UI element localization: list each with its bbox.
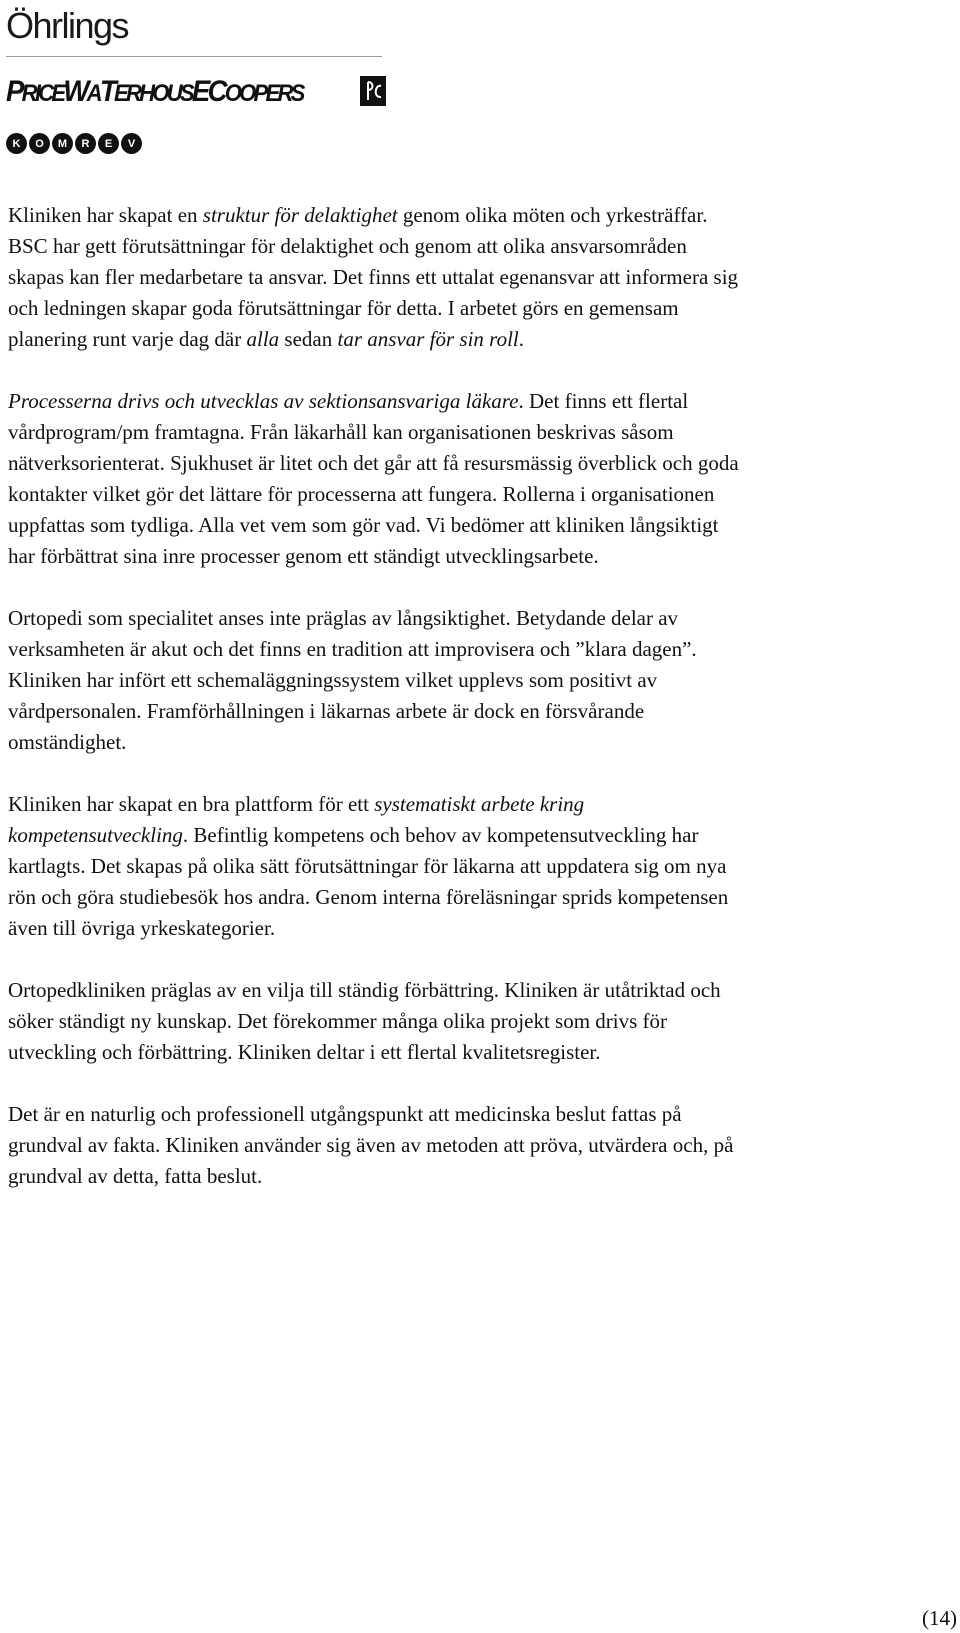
document-body	[8, 200, 908, 1223]
italic-text: tar ansvar för sin roll	[337, 327, 519, 351]
page-number: (14)	[922, 1606, 957, 1630]
pwc-emblem-icon	[360, 76, 386, 106]
paragraph	[8, 975, 908, 1068]
komrev-letter: K	[6, 133, 27, 154]
text-line	[8, 699, 644, 723]
text-line	[8, 513, 719, 537]
komrev-letter: V	[121, 133, 142, 154]
komrev-letter: E	[98, 133, 119, 154]
text-run: Det är en naturlig och professionell utgångspunkt att medicinska beslut fattas på	[8, 1102, 682, 1126]
text-run: Kliniken har infört ett schemaläggningssystem vilket upplevs som positivt av	[8, 668, 658, 692]
komrev-logo	[6, 133, 142, 154]
text-run: kontakter vilket gör det lättare för processerna att fungera. Rollerna i organisationen	[8, 482, 715, 506]
text-run: Ortopedkliniken präglas av en vilja till ständig förbättring. Kliniken är utåtriktad och	[8, 978, 721, 1002]
text-line	[8, 1009, 667, 1033]
text-line	[8, 482, 714, 506]
text-run: kartlagts. Det skapas på olika sätt förutsättningar för läkarna att uppdatera sig om nya	[8, 854, 727, 878]
komrev-letter: O	[29, 133, 50, 154]
text-line	[8, 1040, 600, 1064]
paragraph	[8, 1099, 908, 1192]
text-line	[8, 1164, 262, 1188]
paragraph	[8, 200, 908, 355]
text-line	[8, 854, 726, 878]
text-run: Ortopedi som specialitet anses inte präglas av långsiktighet. Betydande delar av	[8, 606, 679, 630]
text-run: utveckling och förbättring. Kliniken deltar i ett flertal kvalitetsregister.	[8, 1040, 601, 1064]
text-line	[8, 389, 688, 413]
text-line	[8, 978, 721, 1002]
text-line	[8, 823, 698, 847]
text-run: . Befintlig kompetens och behov av kompetensutveckling har	[182, 823, 699, 847]
text-run: grundval av detta, fatta beslut.	[8, 1164, 263, 1188]
italic-text: kompetensutveckling	[8, 823, 183, 847]
text-line	[8, 203, 707, 227]
text-line	[8, 544, 599, 568]
paragraph	[8, 603, 908, 758]
text-run: .	[518, 327, 524, 351]
text-line	[8, 265, 738, 289]
text-run: har förbättrat sina inre processer genom ett ständigt utvecklingsarbete.	[8, 544, 599, 568]
text-run: och ledningen skapar goda förutsättningar för detta. I arbetet görs en gemensam	[8, 296, 679, 320]
paragraph	[8, 789, 908, 944]
text-run: Kliniken har skapat en bra plattform för ett	[8, 792, 375, 816]
text-run: söker ständigt ny kunskap. Det förekommer många olika projekt som drivs för	[8, 1009, 668, 1033]
text-run: nätverksorienterat. Sjukhuset är litet och det går att få resursmässig överblick och goda	[8, 451, 739, 475]
text-line	[8, 668, 657, 692]
header-divider	[6, 56, 382, 57]
text-line	[8, 916, 275, 940]
komrev-letter: R	[75, 133, 96, 154]
text-line	[8, 885, 728, 909]
pricewaterhousecoopers-logo: PRICEWATERHOUSECOOPERS	[6, 75, 303, 108]
text-line	[8, 1102, 682, 1126]
text-run: grundval av fakta. Kliniken använder sig även av metoden att pröva, utvärdera och, på	[8, 1133, 734, 1157]
text-line	[8, 327, 524, 351]
italic-text: systematiskt arbete kring	[374, 792, 585, 816]
text-line	[8, 420, 674, 444]
text-line	[8, 792, 584, 816]
text-run: Kliniken har skapat en	[8, 203, 203, 227]
firm-name: Öhrlings	[6, 5, 129, 46]
text-line	[8, 1133, 733, 1157]
text-line	[8, 637, 697, 661]
text-run: planering runt varje dag där	[8, 327, 247, 351]
text-line	[8, 730, 126, 754]
text-run: sedan	[279, 327, 338, 351]
text-run: . Det finns ett flertal	[518, 389, 689, 413]
komrev-letter: M	[52, 133, 73, 154]
text-run: vårdprogram/pm framtagna. Från läkarhåll kan organisationen beskrivas såsom	[8, 420, 674, 444]
text-run: rön och göra studiebesök hos andra. Genom interna föreläsningar sprids kompetensen	[8, 885, 729, 909]
paragraph	[8, 386, 908, 572]
text-run: uppfattas som tydliga. Alla vet vem som gör vad. Vi bedömer att kliniken långsiktigt	[8, 513, 719, 537]
text-line	[8, 296, 679, 320]
document-header	[6, 0, 386, 160]
italic-text: Processerna drivs och utvecklas av sektionsansvariga läkare	[8, 389, 519, 413]
text-run: även till övriga yrkeskategorier.	[8, 916, 276, 940]
text-run: verksamheten är akut och det finns en tradition att improvisera och ”klara dagen”.	[8, 637, 697, 661]
text-run: BSC har gett förutsättningar för delaktighet och genom att olika ansvarsområden	[8, 234, 687, 258]
text-run: skapas kan fler medarbetare ta ansvar. Det finns ett uttalat egenansvar att informera sig	[8, 265, 739, 289]
italic-text: struktur för delaktighet	[202, 203, 398, 227]
text-line	[8, 451, 739, 475]
text-run: genom olika möten och yrkesträffar.	[397, 203, 708, 227]
italic-text: alla	[246, 327, 280, 351]
text-run: vårdpersonalen. Framförhållningen i läkarnas arbete är dock en försvårande	[8, 699, 645, 723]
text-line	[8, 606, 678, 630]
text-line	[8, 234, 687, 258]
text-run: omständighet.	[8, 730, 127, 754]
